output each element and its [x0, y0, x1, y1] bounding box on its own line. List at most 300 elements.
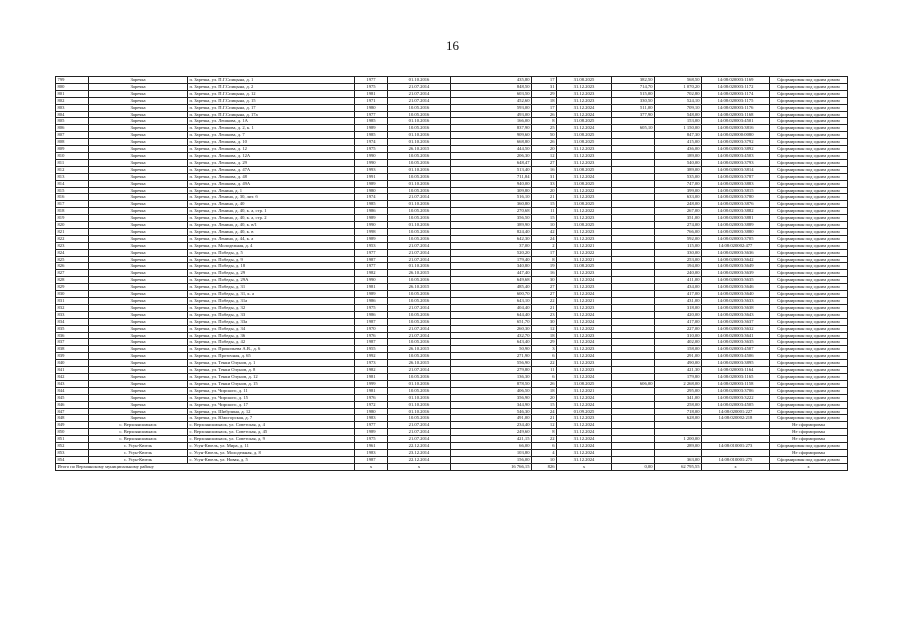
cell-cadastral-number: 14:08:020003:3638: [702, 304, 770, 311]
cell-area: 404,40: [451, 304, 532, 311]
cell-cadastral-number: 14:08:020003:3641: [702, 332, 770, 339]
cell-row-number: 847: [56, 408, 89, 415]
cell-cadastral-number: 14:08:020003:3643: [702, 311, 770, 318]
cell-deadline: 31.12.2021: [557, 242, 612, 249]
cell-build-year: 1985: [355, 118, 388, 125]
cell-settlement: Заречка: [89, 201, 188, 208]
cell-area-a: [612, 256, 655, 263]
cell-deadline: 31.12.2023: [557, 235, 612, 242]
cell-row-number: 839: [56, 353, 89, 360]
cell-area: 344,90: [451, 401, 532, 408]
cell-area-a: [612, 436, 655, 443]
cell-address: с. Верхоянскмыаск, ул. Советская, д. 4: [188, 422, 355, 429]
cell-count: 30: [532, 277, 557, 284]
cell-area-a: [612, 132, 655, 139]
cell-area-b: [655, 422, 702, 429]
cell-area: 848,50: [451, 83, 532, 90]
cell-settlement: Заречка: [89, 77, 188, 84]
cell-cadastral-number: [702, 449, 770, 456]
cell-build-year: 1989: [355, 125, 388, 132]
cell-count: 26: [532, 380, 557, 387]
cell-area-a: [612, 118, 655, 125]
cell-area-b: 248,00: [655, 201, 702, 208]
cell-date: 21.07.2014: [388, 194, 451, 201]
cell-settlement: Заречка: [89, 339, 188, 346]
cell-date: 10.05.2016: [388, 353, 451, 360]
total-deadline: x: [557, 463, 612, 470]
cell-area-b: 766,00: [655, 228, 702, 235]
cell-build-year: 1992: [355, 353, 388, 360]
cell-deadline: 31.12.2024: [557, 173, 612, 180]
cell-address: п. Заречка, ул. Южсгорская, д. 7: [188, 415, 355, 422]
cell-deadline: 31.08.2025: [557, 180, 612, 187]
cell-row-number: 818: [56, 208, 89, 215]
cell-area: 491,00: [451, 415, 532, 422]
cell-status: Сформирован под одним домом: [770, 311, 848, 318]
cell-deadline: 31.12.2024: [557, 125, 612, 132]
cell-count: 11: [532, 208, 557, 215]
cell-address: п. Заречка, ул. П.Г.Спицына, д. 17: [188, 104, 355, 111]
cell-area: 711,84: [451, 173, 532, 180]
cell-date: 21.07.2014: [388, 367, 451, 374]
cell-date: 21.07.2014: [388, 97, 451, 104]
cell-deadline: 31.12.2023: [557, 304, 612, 311]
cell-area-b: 417,00: [655, 291, 702, 298]
cell-settlement: с. Усун-Кюель: [89, 456, 188, 463]
cell-row-number: 810: [56, 152, 89, 159]
total-row: [56, 463, 848, 470]
cell-area-b: 847,30: [655, 132, 702, 139]
cell-date: 26.10.2015: [388, 284, 451, 291]
cell-count: 12: [532, 152, 557, 159]
cell-cadastral-number: 14:08:020003:3635: [702, 277, 770, 284]
cell-row-number: 836: [56, 332, 89, 339]
cell-date: 01.10.2016: [388, 401, 451, 408]
cell-date: 21.07.2014: [388, 325, 451, 332]
cell-count: 30: [532, 318, 557, 325]
cell-deadline: 31.12.2023: [557, 367, 612, 374]
cell-count: 17: [532, 249, 557, 256]
cell-count: 6: [532, 353, 557, 360]
cell-address: п. Заречка, ул. П.Г.Спицына, д. 15: [188, 97, 355, 104]
cell-area-b: 431,00: [655, 298, 702, 305]
cell-count: 18: [532, 97, 557, 104]
table-row: [56, 83, 848, 90]
cell-row-number: 813: [56, 173, 89, 180]
cell-count: 33: [532, 180, 557, 187]
cell-row-number: 825: [56, 256, 89, 263]
cell-date: 21.07.2014: [388, 422, 451, 429]
cell-address: п. Заречка, ул. Победы, д. 31, к. а: [188, 291, 355, 298]
cell-status: Сформирован под одним домом: [770, 263, 848, 270]
cell-row-number: 831: [56, 298, 89, 305]
cell-row-number: 820: [56, 222, 89, 229]
cell-settlement: Заречка: [89, 277, 188, 284]
table-row: [56, 360, 848, 367]
cell-address: п. Заречка, ул. Победы, д. 31: [188, 284, 355, 291]
cell-row-number: 845: [56, 394, 89, 401]
cell-area-b: 592,00: [655, 235, 702, 242]
cell-area-b: 535,00: [655, 173, 702, 180]
cell-date: 01.10.2016: [388, 139, 451, 146]
cell-cadastral-number: 14:08:020003:3642: [702, 256, 770, 263]
cell-area: 249,60: [451, 429, 532, 436]
cell-date: 10.05.2016: [388, 152, 451, 159]
total-area: 16 766,15: [451, 463, 532, 470]
cell-deadline: 31.12.2023: [557, 215, 612, 222]
cell-row-number: 809: [56, 146, 89, 153]
table-row: [56, 380, 848, 387]
cell-row-number: 850: [56, 429, 89, 436]
cell-deadline: 31.12.2023: [557, 146, 612, 153]
table-row: [56, 394, 848, 401]
cell-address: п. Заречка, ул. Победы, д. 34: [188, 325, 355, 332]
cell-cadastral-number: 14:08:020003:3876: [702, 201, 770, 208]
cell-row-number: 811: [56, 159, 89, 166]
cell-row-number: 799: [56, 77, 89, 84]
cell-area: 356,50: [451, 215, 532, 222]
cell-deadline: 31.12.2024: [557, 318, 612, 325]
cell-date: 10.05.2016: [388, 298, 451, 305]
table-row: [56, 415, 848, 422]
cell-area: 421,15: [451, 436, 532, 443]
cell-area-a: [612, 387, 655, 394]
cell-deadline: 31.12.2024: [557, 353, 612, 360]
cell-settlement: Заречка: [89, 256, 188, 263]
cell-address: п. Заречка, ул. Лешкова, д. 1А: [188, 118, 355, 125]
cell-count: 18: [532, 332, 557, 339]
cell-area: 206,30: [451, 152, 532, 159]
cell-build-year: 1977: [355, 111, 388, 118]
cell-address: п. Заречка, ул. Победы, д. 31а: [188, 298, 355, 305]
cell-area-a: [612, 304, 655, 311]
cell-cadastral-number: 14:08:020003:1176: [702, 104, 770, 111]
cell-status: Сформирован под одним домом: [770, 332, 848, 339]
cell-settlement: Заречка: [89, 304, 188, 311]
cell-status: Сформирован под одним домом: [770, 201, 848, 208]
cell-address: п. Заречка, ул. Победы, д. 9: [188, 256, 355, 263]
cell-count: 24: [532, 235, 557, 242]
cell-count: 26: [532, 111, 557, 118]
cell-count: 31: [532, 83, 557, 90]
table-row: [56, 353, 848, 360]
cell-area-a: [612, 408, 655, 415]
cell-row-number: 852: [56, 443, 89, 450]
cell-settlement: Заречка: [89, 332, 188, 339]
table-row: [56, 208, 848, 215]
cell-address: п. Заречка, ул. Ленина, д. 40: [188, 201, 355, 208]
cell-address: п. Заречка, ул. Ленина, д. 40, к. а, стр. 1: [188, 208, 355, 215]
cell-area-a: [612, 429, 655, 436]
cell-address: п. Заречка, ул. Тенки Олунов, д. 8: [188, 367, 355, 374]
cell-area-b: 291,00: [655, 353, 702, 360]
cell-deadline: 31.12.2022: [557, 249, 612, 256]
cell-deadline: 31.12.2024: [557, 373, 612, 380]
cell-deadline: 31.12.2024: [557, 422, 612, 429]
cell-status: Сформирован под одним домом: [770, 77, 848, 84]
cell-deadline: 31.12.2024: [557, 449, 612, 456]
cell-settlement: Заречка: [89, 249, 188, 256]
table-row: [56, 139, 848, 146]
cell-count: 6: [532, 373, 557, 380]
cell-date: 23.12.2014: [388, 449, 451, 456]
cell-settlement: Заречка: [89, 242, 188, 249]
cell-count: 8: [532, 429, 557, 436]
cell-area-b: 318,00: [655, 304, 702, 311]
cell-area-a: [612, 353, 655, 360]
cell-address: п. Заречка, ул. Чирского, д. 15: [188, 394, 355, 401]
cell-area-b: 267,00: [655, 208, 702, 215]
cell-status: Сформирован под одним домом: [770, 187, 848, 194]
cell-deadline: 31.12.2024: [557, 111, 612, 118]
cell-deadline: 31.12.2023: [557, 270, 612, 277]
cell-count: 4: [532, 449, 557, 456]
cell-cadastral-number: 14:08:020003:3892: [702, 146, 770, 153]
cell-build-year: 1974: [355, 194, 388, 201]
cell-date: 10.05.2016: [388, 228, 451, 235]
cell-build-year: 1953: [355, 242, 388, 249]
cell-area: 50,90: [451, 346, 532, 353]
cell-area: 444,50: [451, 146, 532, 153]
cell-area: 435,80: [451, 77, 532, 84]
cell-area: 136,30: [451, 373, 532, 380]
cell-area: 356,90: [451, 394, 532, 401]
cell-area: 593,00: [451, 104, 532, 111]
cell-address: п. Заречка, ул. Победы, д. 29А: [188, 277, 355, 284]
cell-address: п. Заречка, ул. Ленина, д. 30, лит. б: [188, 194, 355, 201]
cell-address: п. Заречка, ул. Лешкова, д. 48: [188, 173, 355, 180]
cell-area-a: [612, 159, 655, 166]
cell-date: 10.05.2016: [388, 339, 451, 346]
cell-cadastral-number: 14:08:020003:3639: [702, 270, 770, 277]
cell-area: 824,40: [451, 228, 532, 235]
cell-deadline: 31.12.2023: [557, 360, 612, 367]
cell-build-year: 1990: [355, 159, 388, 166]
cell-area: 644,40: [451, 311, 532, 318]
cell-row-number: 842: [56, 373, 89, 380]
cell-date: 10.05.2016: [388, 159, 451, 166]
cell-build-year: 1977: [355, 249, 388, 256]
cell-build-year: 1961: [355, 443, 388, 450]
cell-status: Сформирован под одним домом: [770, 394, 848, 401]
table-row: [56, 132, 848, 139]
cell-count: 29: [532, 90, 557, 97]
cell-status: Сформирован под одним домом: [770, 367, 848, 374]
table-row: [56, 429, 848, 436]
table-row: [56, 291, 848, 298]
cell-count: 2: [532, 242, 557, 249]
cell-area-a: [612, 346, 655, 353]
table-row: [56, 111, 848, 118]
cell-settlement: Заречка: [89, 166, 188, 173]
cell-settlement: Заречка: [89, 125, 188, 132]
cell-date: 21.07.2014: [388, 249, 451, 256]
cell-status: Сформирован под одним домом: [770, 270, 848, 277]
cell-status: Сформирован под одним домом: [770, 298, 848, 305]
cell-settlement: с. Верхоянскмыаск: [89, 436, 188, 443]
cell-deadline: 01.09.2025: [557, 408, 612, 415]
cell-address: п. Заречка, ул. Победы, д. 42: [188, 339, 355, 346]
cell-area-b: 718,00: [655, 408, 702, 415]
cell-area-a: [612, 263, 655, 270]
table-row: [56, 325, 848, 332]
cell-date: 21.07.2014: [388, 436, 451, 443]
cell-count: 3: [532, 346, 557, 353]
cell-cadastral-number: 14:08:020003:1172: [702, 83, 770, 90]
cell-area-b: 227,00: [655, 325, 702, 332]
cell-build-year: 1975: [355, 146, 388, 153]
cell-deadline: 31.08.2025: [557, 380, 612, 387]
cell-area-a: [612, 401, 655, 408]
cell-build-year: 1999: [355, 380, 388, 387]
cell-area-a: 515,00: [612, 90, 655, 97]
cell-area: 389,90: [451, 222, 532, 229]
table-row: [56, 304, 848, 311]
cell-area-b: 747,00: [655, 180, 702, 187]
cell-date: 21.07.2014: [388, 332, 451, 339]
cell-settlement: Заречка: [89, 228, 188, 235]
cell-cadastral-number: 14:08:020003:3793: [702, 159, 770, 166]
cell-date: 01.10.2016: [388, 222, 451, 229]
cell-cadastral-number: 14:08:020003:3881: [702, 215, 770, 222]
cell-row-number: 829: [56, 284, 89, 291]
cell-deadline: 31.12.2024: [557, 436, 612, 443]
cell-build-year: 1993: [355, 166, 388, 173]
cell-area-a: [612, 291, 655, 298]
cell-area-a: [612, 415, 655, 422]
cell-settlement: Заречка: [89, 415, 188, 422]
cell-row-number: 837: [56, 339, 89, 346]
cell-cadastral-number: 14:08:020003:3815: [702, 187, 770, 194]
cell-area-b: 709,10: [655, 104, 702, 111]
cell-deadline: 31.12.2023: [557, 194, 612, 201]
cell-settlement: Заречка: [89, 325, 188, 332]
table-body: [56, 77, 848, 464]
cell-deadline: 31.12.2024: [557, 339, 612, 346]
cell-address: п. Заречка, ул. Тенки Олунов, д. 1: [188, 360, 355, 367]
cell-build-year: 1986: [355, 311, 388, 318]
cell-status: Сформирован под одним домом: [770, 456, 848, 463]
cell-cadastral-number: 14:08:020003:3883: [702, 180, 770, 187]
cell-area-b: 436,00: [655, 146, 702, 153]
cell-area-b: 490,00: [655, 360, 702, 367]
cell-area-a: [612, 201, 655, 208]
cell-area-b: 1 150,00: [655, 125, 702, 132]
cell-deadline: 31.12.2024: [557, 429, 612, 436]
cell-area-b: 434,00: [655, 284, 702, 291]
cell-build-year: 1955: [355, 346, 388, 353]
cell-count: 17: [532, 104, 557, 111]
cell-settlement: Заречка: [89, 270, 188, 277]
cell-cadastral-number: 14:08:020003:3816: [702, 125, 770, 132]
cell-status: Сформирован под одним домом: [770, 353, 848, 360]
cell-cadastral-number: 14:08:020003:3792: [702, 139, 770, 146]
cell-count: 18: [532, 387, 557, 394]
cell-area-a: [612, 139, 655, 146]
cell-date: 01.10.2016: [388, 166, 451, 173]
cell-area: 648,47: [451, 159, 532, 166]
cell-status: Сформирован под одним домом: [770, 256, 848, 263]
cell-area: 546,30: [451, 408, 532, 415]
cell-settlement: Заречка: [89, 194, 188, 201]
cell-area-a: [612, 235, 655, 242]
cell-cadastral-number: 14:08:010001:275: [702, 456, 770, 463]
cell-area: 556,90: [451, 360, 532, 367]
cell-date: 10.05.2016: [388, 291, 451, 298]
cell-deadline: 31.12.2022: [557, 325, 612, 332]
table-row: [56, 187, 848, 194]
cell-count: 21: [532, 415, 557, 422]
cell-area-a: [612, 146, 655, 153]
cell-address: п. Заречка, ул. Шибулина, д. 12: [188, 408, 355, 415]
cell-status: Сформирован под одним домом: [770, 284, 848, 291]
table-row: [56, 256, 848, 263]
total-col9: 0,00: [612, 463, 655, 470]
cell-settlement: Заречка: [89, 291, 188, 298]
cell-date: 01.10.2016: [388, 263, 451, 270]
cell-settlement: с. Верхоянскмыаск: [89, 429, 188, 436]
cell-row-number: 828: [56, 277, 89, 284]
cell-area: 156,00: [451, 456, 532, 463]
cell-area-b: 363,00: [655, 456, 702, 463]
cell-area-b: 258,00: [655, 401, 702, 408]
table-row: [56, 222, 848, 229]
cell-area-a: [612, 367, 655, 374]
cell-build-year: 1981: [355, 373, 388, 380]
cell-row-number: 834: [56, 318, 89, 325]
cell-date: 10.05.2016: [388, 415, 451, 422]
cell-area-b: 417,00: [655, 318, 702, 325]
cell-count: 12: [532, 422, 557, 429]
cell-area: 406,50: [451, 387, 532, 394]
cell-row-number: 801: [56, 90, 89, 97]
cell-cadastral-number: 14:08:020003:3787: [702, 173, 770, 180]
cell-settlement: Заречка: [89, 367, 188, 374]
cell-row-number: 805: [56, 118, 89, 125]
cell-address: п. Заречка, ул. Победы, д. 5: [188, 249, 355, 256]
cell-area: 493,00: [451, 111, 532, 118]
cell-area: 837,90: [451, 125, 532, 132]
cell-cadastral-number: 14:08:020003:3780: [702, 194, 770, 201]
cell-count: 15: [532, 201, 557, 208]
cell-build-year: 1970: [355, 325, 388, 332]
cell-status: Сформирован под одним домом: [770, 173, 848, 180]
cell-status: Сформирован под одним домом: [770, 104, 848, 111]
cell-address: п. Заречка, ул. Лешкова, д. 10: [188, 139, 355, 146]
cell-area-b: 1 200,00: [655, 436, 702, 443]
cell-area-a: [612, 284, 655, 291]
cell-status: Не сформирован: [770, 436, 848, 443]
cell-cadastral-number: 14:08:020003:3633: [702, 298, 770, 305]
cell-address: п. Заречка, ул. Лешкова, д. 47А: [188, 166, 355, 173]
cell-status: Сформирован под одним домом: [770, 132, 848, 139]
cell-deadline: 31.12.2023: [557, 152, 612, 159]
cell-address: п. Заречка, ул. Чирского, д. 17: [188, 401, 355, 408]
cell-deadline: 31.12.2023: [557, 332, 612, 339]
cell-area-b: 179,80: [655, 373, 702, 380]
cell-count: 22: [532, 298, 557, 305]
cell-build-year: 1990: [355, 277, 388, 284]
cell-area-a: [612, 449, 655, 456]
cell-settlement: Заречка: [89, 180, 188, 187]
cell-date: 21.07.2014: [388, 304, 451, 311]
cell-row-number: 808: [56, 139, 89, 146]
cell-area-a: [612, 311, 655, 318]
cell-count: 22: [532, 360, 557, 367]
table-row: [56, 443, 848, 450]
cell-address: с. Верхоянскмыаск, ул. Советская, д. 45: [188, 429, 355, 436]
cell-address: п. Заречка, ул. Тенки Олунов, д. 15: [188, 380, 355, 387]
